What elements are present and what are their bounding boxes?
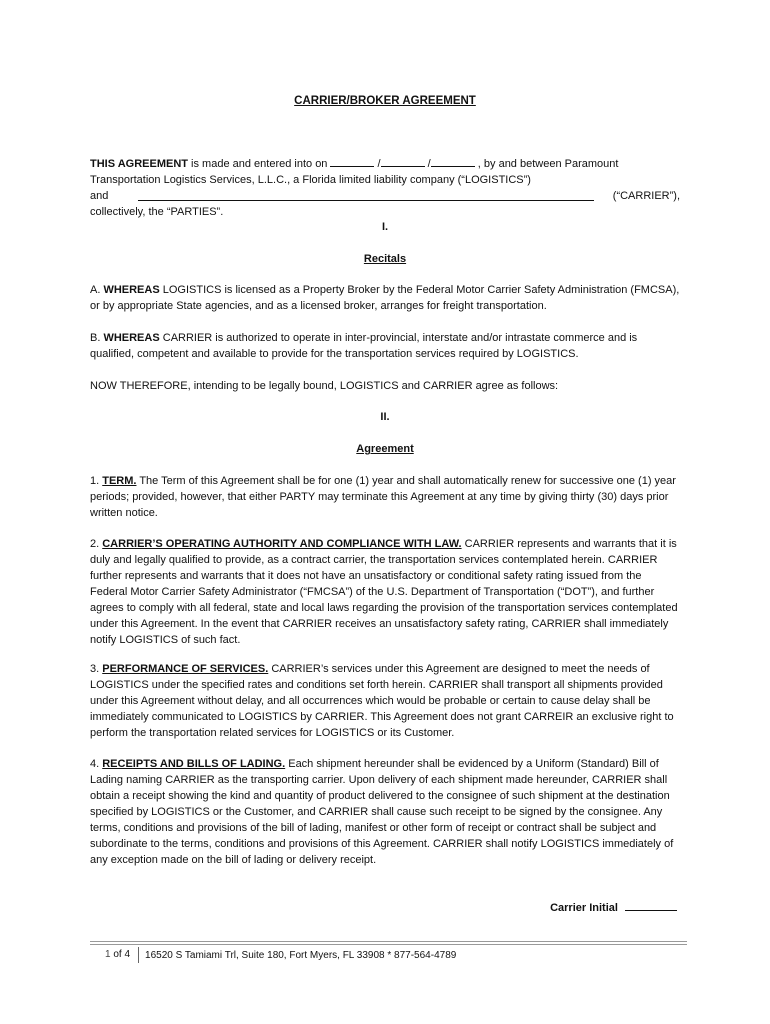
section-2-heading: Agreement	[356, 443, 414, 455]
now-therefore: NOW THEREFORE, intending to be legally bound, LOGISTICS and CARRIER agree as follows:	[90, 380, 559, 392]
carrier-initial: Carrier Initial	[400, 899, 677, 914]
date-slash-1: /	[374, 158, 381, 170]
intro-and: and	[90, 190, 109, 202]
recital-a: A. WHEREAS LOGISTICS is licensed as a Property Broker by the Federal Motor Carrier Safety Administration (FMCSA), or by appropriate State agencies, and as a licensed broker, arranges for freight transportation.	[90, 284, 680, 312]
page-footer	[105, 947, 456, 963]
document-title: CARRIER/BROKER AGREEMENT	[294, 95, 476, 107]
clause-1: 1. TERM. The Term of this Agreement shall be for one (1) year and shall automatically renew for successive one (1) year periods; provided, however, that either PARTY may terminate this Agreement at any time by giving thirty (30) days prior written notice.	[90, 475, 676, 519]
date-year-field[interactable]	[431, 155, 475, 167]
recital-b: B. WHEREAS CARRIER is authorized to operate in inter-provincial, interstate and/or intrastate commerce and is qualified, competent and available to provide for the transportation services required by LOGISTICS.	[90, 332, 638, 360]
intro-line-2: Transportation Logistics Services, L.L.C., a Florida limited liability company (“LOGISTICS”)	[90, 174, 531, 186]
footer-divider	[90, 941, 687, 942]
intro-paragraph	[90, 155, 680, 220]
carrier-name-field[interactable]	[138, 189, 594, 201]
intro-line-4: collectively, the “PARTIES”.	[90, 206, 224, 218]
intro-after-date: , by and between Paramount	[474, 158, 619, 170]
clause-4: 4. RECEIPTS AND BILLS OF LADING. Each shipment hereunder shall be evidenced by a Uniform (Standard) Bill of Lading naming CARRIER as the transporting carrier. Upon delivery of each shipment made hereunder, CARRIER shall obtain a receipt showing the kind and quantity of product delivered to the consignee of such shipment at the destination specified by LOGISTICS or the Customer, and CARRIER shall cause such receipt to be signed by the consignee. Any terms, conditions and provisions of the bill of lading, manifest or other form of receipt or contract shall be subject and subordinate to the terms, conditions and provisions of this Agreement. CARRIER shall notify LOGISTICS immediately of any exception made on the bill of lading or delivery receipt.	[90, 758, 674, 866]
section-2-number: II.	[380, 411, 390, 423]
intro-lead-text: is made and entered into on	[188, 158, 331, 170]
clause-2: 2. CARRIER’S OPERATING AUTHORITY AND COMPLIANCE WITH LAW. CARRIER represents and warrants that it is duly and legally qualified to provide, as a contract carrier, the transportation services contemplated herein. CARRIER further represents and warrants that it does not have an unsatisfactory or conditional safety rating issued from the Federal Motor Carrier Safety Administrator (“FMCSA”) of the U.S. Department of Transportation (“DOT”), and further agrees to comply with all federal, state and local laws regarding the provision of the transportation services contemplated under this Agreement. In the event that CARRIER receives an unsatisfactory safety rating, CARRIER shall immediately notify LOGISTICS of such fact.	[90, 538, 678, 646]
page-number: 1 of 4	[105, 947, 139, 963]
date-slash-2: /	[424, 158, 431, 170]
clause-3: 3. PERFORMANCE OF SERVICES. CARRIER’s services under this Agreement are designed to meet the needs of LOGISTICS under the specified rates and conditions set forth herein. CARRIER shall transport all shipments provided under this Agreement without delay, and all occurrences which would be probable or certain to cause delay shall be immediately communicated to LOGISTICS by CARRIER. This Agreement does not grant CARREIR an exclusive right to perform the transportation related services for LOGISTICS or its Customer.	[90, 663, 674, 739]
footer-divider-2	[90, 944, 687, 945]
section-1-heading: Recitals	[363, 253, 407, 265]
footer-address: 16520 S Tamiami Trl, Suite 180, Fort Myers, FL 33908 * 877-564-4789	[145, 949, 457, 961]
section-1-number: I.	[381, 221, 389, 233]
intro-carrier-label: (“CARRIER”),	[612, 190, 680, 202]
carrier-initial-field[interactable]	[625, 899, 677, 911]
date-month-field[interactable]	[330, 155, 374, 167]
intro-lead: THIS AGREEMENT	[90, 158, 188, 170]
date-day-field[interactable]	[381, 155, 425, 167]
